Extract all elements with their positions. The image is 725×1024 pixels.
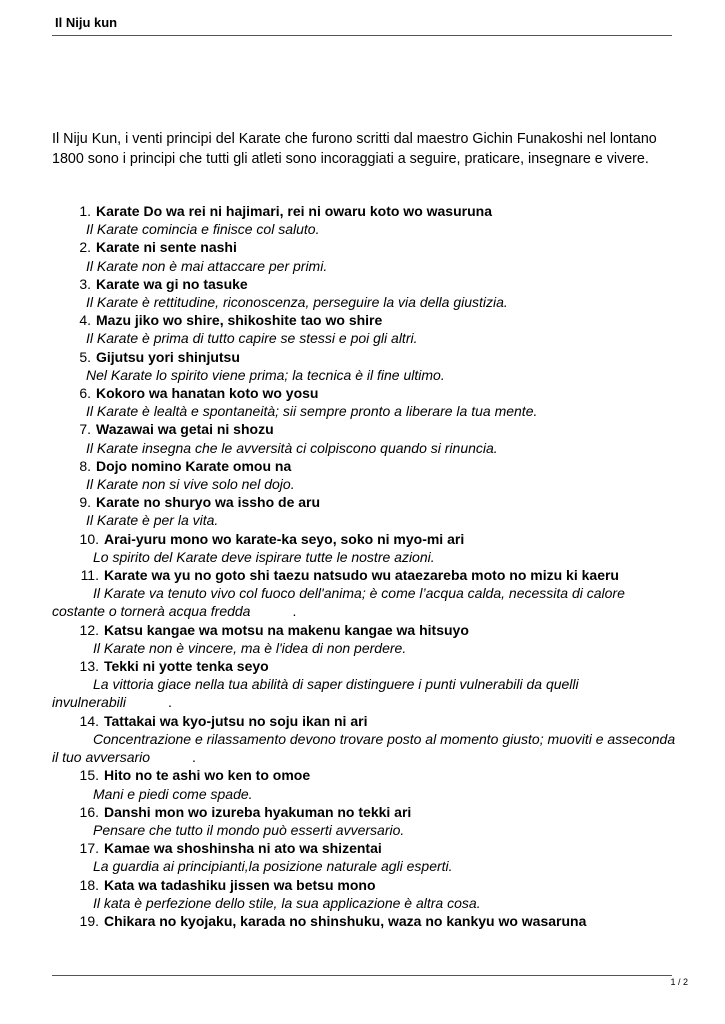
principle-period: . [323,257,328,274]
principle-japanese: Dojo nomino Karate omou na [96,457,292,474]
principle-item [52,348,677,384]
principle-period: . [290,476,295,493]
principle-japanese: Wazawai wa getai ni shozu [96,421,274,438]
principle-item [52,202,677,238]
page-number: 1 / 2 [670,977,688,987]
principle-period: . [192,749,196,766]
principle-japanese: Arai-yuru mono wo karate-ka seyo, soko ni myo-mi ari [104,530,465,547]
principle-item [52,420,677,456]
principle-period: . [533,403,538,420]
principle-item [52,876,677,912]
principle-japanese: Karate wa yu no goto shi taezu natsudo wu ataezareba moto no mizu ki kaeru [104,567,619,584]
principle-japanese: Kokoro wa hanatan koto wo yosu [96,385,319,402]
principle-japanese: Gijutsu yori shinjutsu [96,348,240,365]
principle-item [52,457,677,493]
principle-item [52,311,677,347]
principle-number: 6. [79,385,91,402]
principle-item [52,384,677,420]
principle-item [52,766,677,802]
principle-number: 19. [79,912,99,929]
principle-period: . [440,366,445,383]
principle-number: 5. [79,348,91,365]
page-header-title: Il Niju kun [55,15,118,30]
principle-translation: Il Karate non è mai attaccare per primi [86,257,324,274]
principle-number: 9. [79,494,91,511]
principle-item [52,621,677,657]
principle-item [52,566,677,621]
principle-period: . [248,785,253,802]
principle-translation: Il Karate comincia e finisce col saluto [86,221,316,238]
principle-translation: La guardia ai principianti,la posizione naturale agli esperti [93,858,449,875]
principle-period: . [400,821,405,838]
principle-translation: Nel Karate lo spirito viene prima; la tecnica è il fine ultimo [86,366,441,383]
principle-japanese: Karate no shuryo wa issho de aru [96,494,321,511]
principle-number: 4. [79,312,91,329]
principle-period: . [214,512,219,529]
principle-item [52,238,677,274]
principle-number: 8. [79,457,91,474]
principle-item [52,912,677,930]
principle-number: 11. [80,567,99,584]
intro-paragraph: Il Niju Kun, i venti principi del Karate che furono scritti dal maestro Gichin Funakoshi nel lontano 1800 sono i principi che tutti gli atleti sono incoraggiati a seguire, praticare, insegnare e vivere. [52,131,657,167]
principle-japanese: Chikara no kyojaku, karada no shinshuku, waza no kankyu wo wasaruna [104,912,587,929]
principle-translation: Il Karate va tenuto vivo col fuoco dell'anima; è come l’acqua calda, necessita di calore costante o tornerà acqua fredda [52,585,625,620]
principle-period: . [292,603,297,620]
principle-item [52,657,677,712]
principle-period: . [503,294,508,311]
principle-translation: La vittoria giace nella tua abilità di saper distinguere i punti vulnerabili da quelli invulnerabili [52,676,579,711]
principle-japanese: Karate wa gi no tasuke [96,275,248,292]
principle-period: . [315,221,320,238]
principle-number: 1. [79,203,91,219]
principle-period: . [448,858,453,875]
principle-translation: Concentrazione e rilassamento devono trovare posto al momento giusto; muoviti e asseconda il tuo avversario [52,730,676,766]
principle-number: 12. [79,621,99,638]
principle-translation: Il Karate è lealtà e spontaneità; sii sempre pronto a liberare la tua mente [86,403,534,420]
principle-japanese: Kamae wa shoshinsha ni ato wa shizentai [104,840,382,857]
principle-translation: Lo spirito del Karate deve ispirare tutte le nostre azioni [93,548,431,565]
principle-japanese: Hito no te ashi wo ken to omoe [104,767,311,784]
header-divider [52,35,672,36]
principle-period: . [402,639,407,656]
principle-number: 13. [79,658,99,675]
principle-translation: Il Karate è per la vita [86,512,215,529]
principle-item [52,493,677,529]
principle-japanese: Karate ni sente nashi [96,239,237,256]
principle-japanese: Kata wa tadashiku jissen wa betsu mono [104,876,376,893]
principle-japanese: Mazu jiko wo shire, shikoshite tao wo shire [96,312,383,329]
principle-number: 15. [79,767,99,784]
principles-list [52,202,677,930]
principle-item [52,803,677,839]
principle-japanese: Tekki ni yotte tenka seyo [104,658,269,675]
principle-translation: Il kata è perfezione dello stile, la sua applicazione è altra cosa [93,894,477,911]
principle-translation: Il Karate non si vive solo nel dojo [86,476,291,493]
principle-period: . [430,548,435,565]
principle-item [52,530,677,566]
principle-period: . [413,330,418,347]
principle-number: 17. [79,840,99,857]
principle-japanese: Karate Do wa rei ni hajimari, rei ni owaru koto wo wasuruna [96,203,492,219]
principle-translation: Il Karate è prima di tutto capire se stessi e poi gli altri [86,330,414,347]
principle-item [52,275,677,311]
principle-period: . [493,439,498,456]
principle-japanese: Danshi mon wo izureba hyakuman no tekki ari [104,803,412,820]
principle-number: 2. [79,239,91,256]
principle-period: . [167,694,172,711]
principle-number: 7. [79,421,91,438]
principle-translation: Il Karate non è vincere, ma è l'idea di non perdere [93,639,403,656]
principle-translation: Il Karate insegna che le avversità ci colpiscono quando si rinuncia [86,439,494,456]
principle-number: 14. [79,712,99,729]
principle-number: 18. [79,876,99,893]
principle-translation: Pensare che tutto il mondo può esserti avversario [93,821,401,838]
principle-translation: Mani e piedi come spade [93,785,249,802]
principle-item [52,712,677,767]
footer-divider [52,975,672,976]
principle-number: 10. [79,530,99,547]
principle-translation: Il Karate è rettitudine, riconoscenza, perseguire la via della giustizia [86,294,504,311]
principle-number: 3. [79,275,91,292]
principle-japanese: Tattakai wa kyo-jutsu no soju ikan ni ari [104,712,368,729]
principle-period: . [476,894,481,911]
principle-item [52,839,677,875]
principle-number: 16. [79,803,99,820]
principle-japanese: Katsu kangae wa motsu na makenu kangae wa hitsuyo [104,621,469,638]
